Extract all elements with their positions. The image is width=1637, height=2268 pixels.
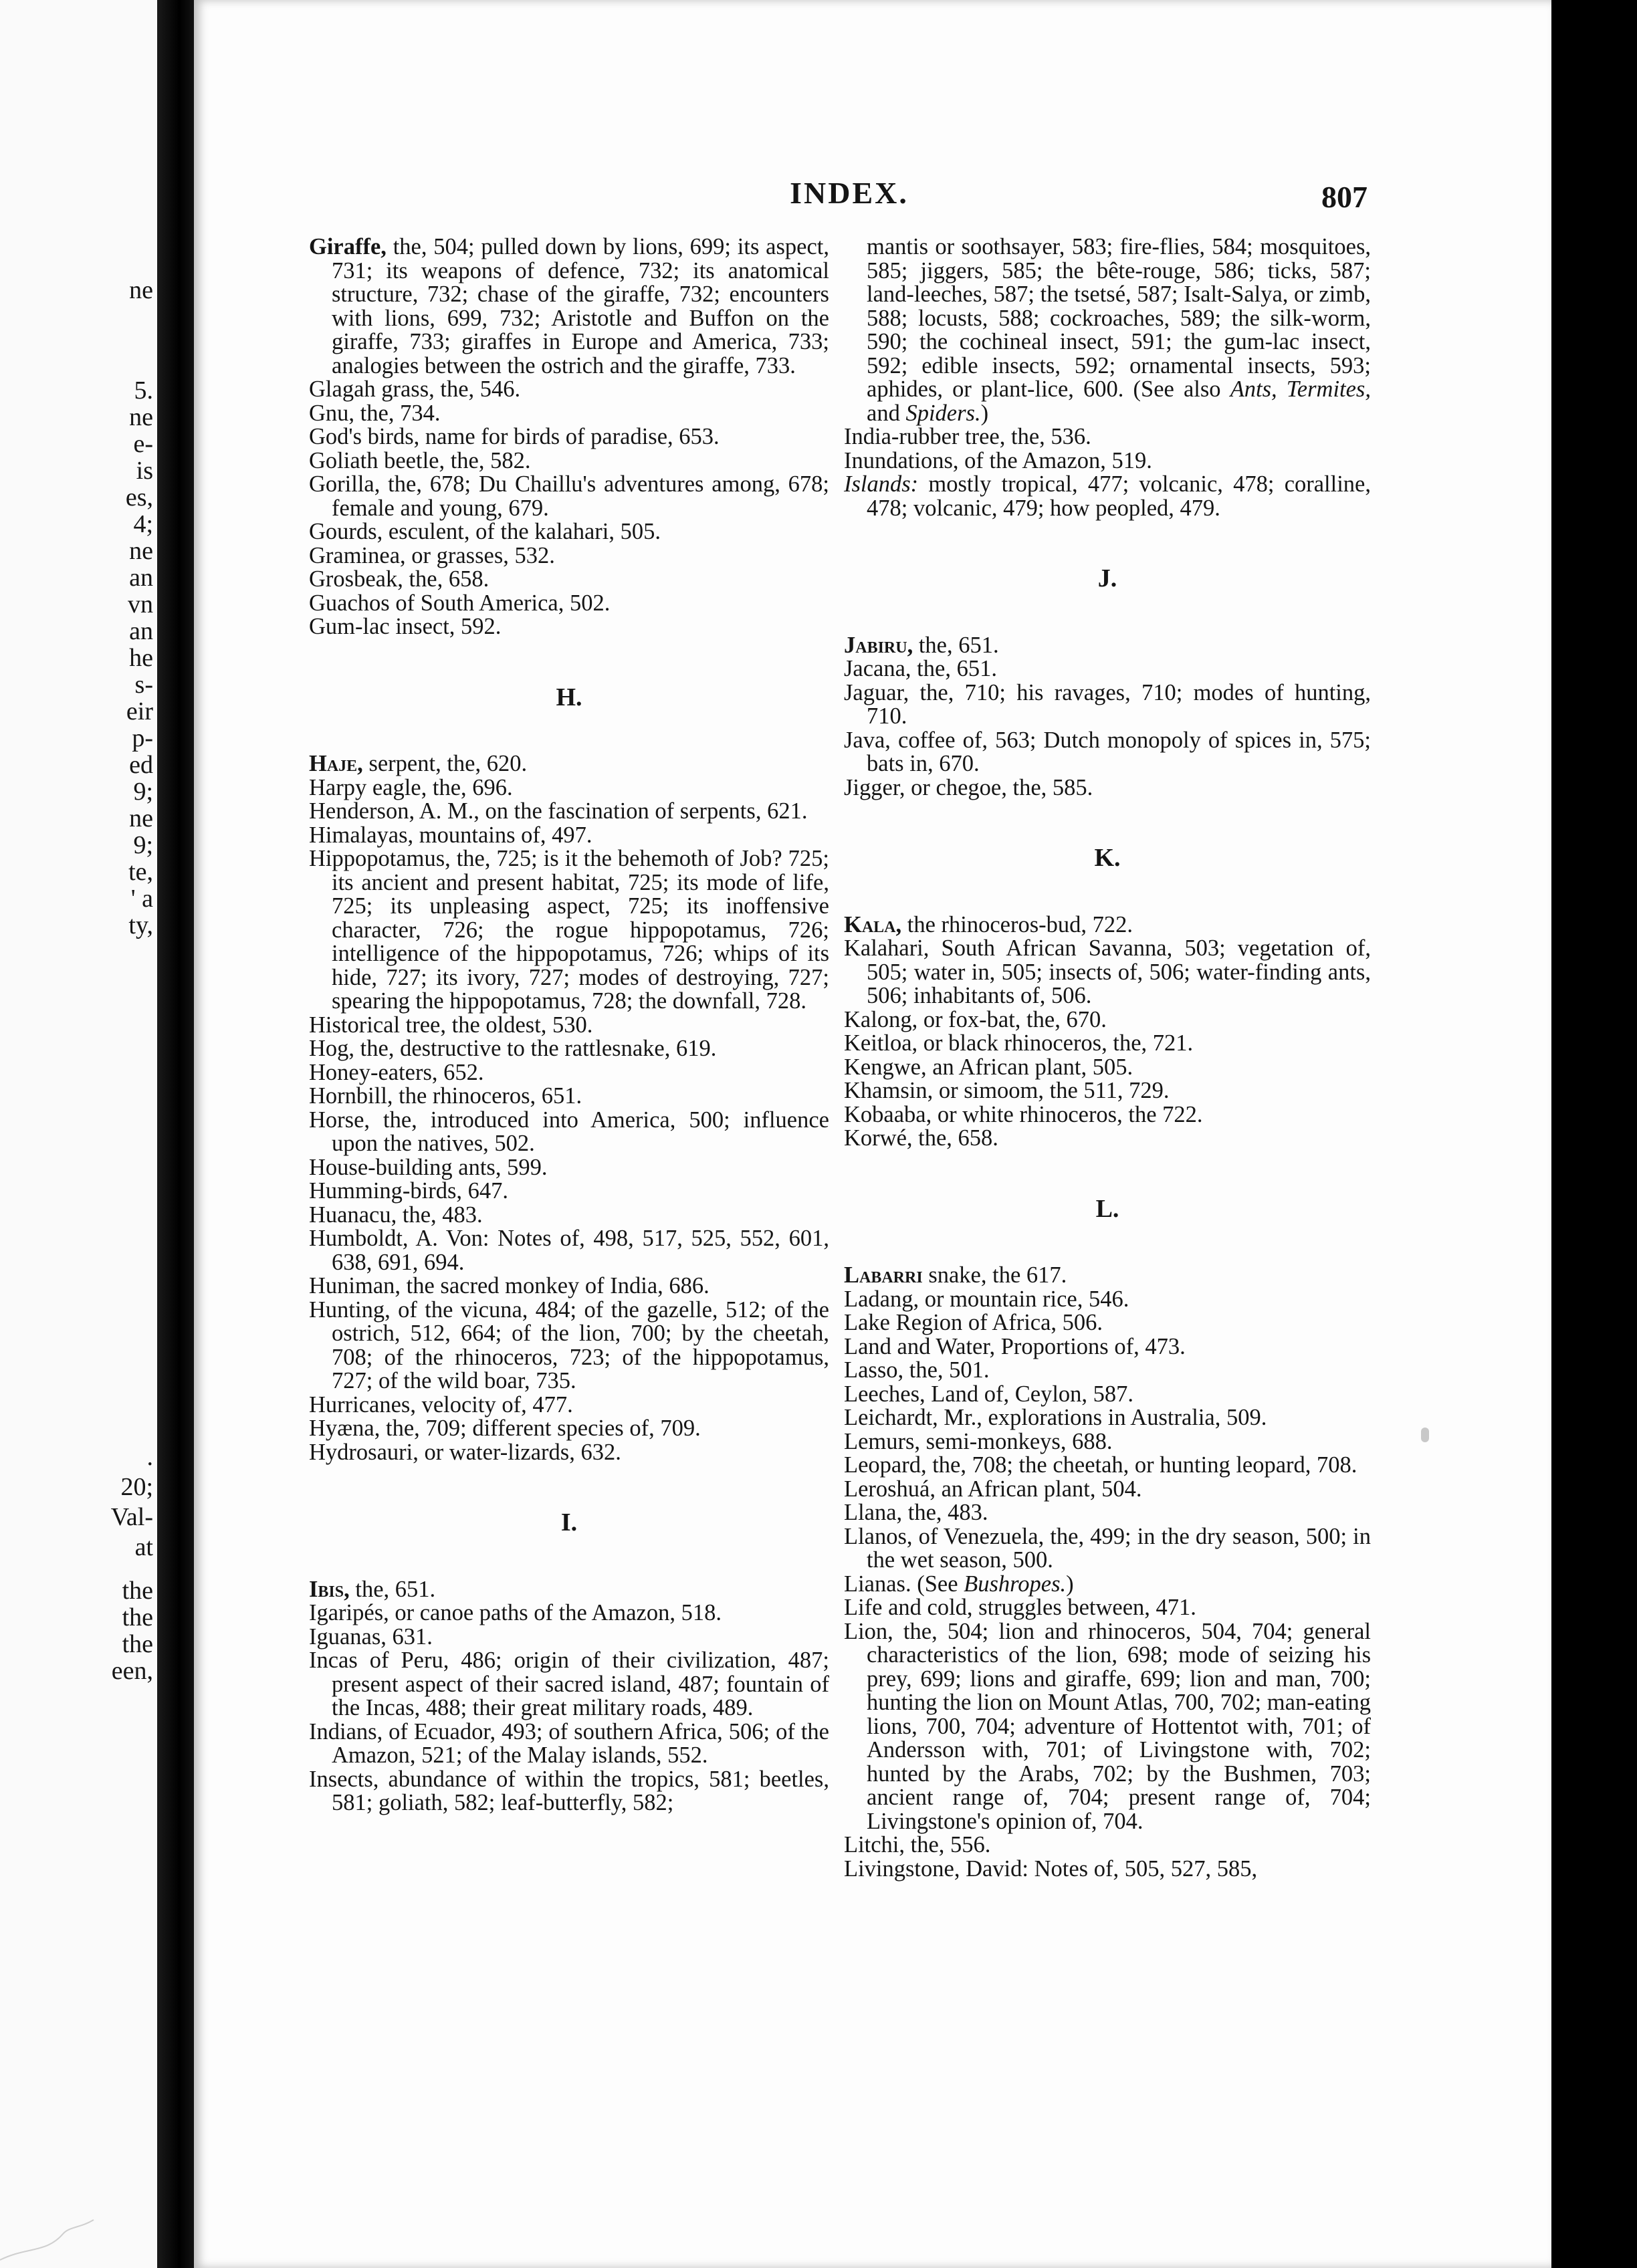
index-entry	[844, 1525, 1371, 1573]
index-entry	[309, 1393, 829, 1418]
paper-blemish	[1421, 1428, 1429, 1442]
index-entry	[844, 1383, 1371, 1407]
entry-italic-ref: Bushropes.	[964, 1571, 1067, 1597]
index-entry	[309, 402, 829, 426]
index-entry	[844, 1857, 1371, 1882]
adjacent-page-fragment: ' a	[130, 885, 153, 913]
index-entry	[844, 235, 1371, 425]
letter-heading: H.	[556, 683, 582, 711]
index-entry	[309, 1720, 829, 1768]
index-entry	[844, 1103, 1371, 1127]
index-entry	[309, 1037, 829, 1061]
entry-headword: Giraffe,	[309, 234, 387, 259]
index-entry	[844, 681, 1371, 729]
entry-text: )	[980, 400, 989, 426]
index-entry	[309, 752, 829, 776]
entry-text: Huanacu, the, 483.	[309, 1202, 483, 1228]
index-entry	[309, 776, 829, 800]
adjacent-page-fragment: eir	[126, 697, 153, 725]
index-entry	[309, 520, 829, 544]
entry-text: Hippopotamus, the, 725; is it the behemoth of Job? 725; its ancient and present habitat, 725; its mode of life, 725; its unpleasing aspect, 725; its inoffensive character, 726; the rogue hippopotamus, 726; intelligence of the hippopotamus, 726; whips of its hide, 727; its ivory, 727; modes of destroying, 727; spearing the hippopotamus, 728; the downfall, 728.	[309, 846, 829, 1014]
entry-text: Graminea, or grasses, 532.	[309, 542, 555, 568]
entry-text: Kobaaba, or white rhinoceros, the 722.	[844, 1101, 1203, 1127]
adjacent-page-fragment: te,	[128, 858, 153, 886]
index-entry	[844, 1127, 1371, 1151]
entry-text: God's birds, name for birds of paradise, 653.	[309, 424, 720, 449]
index-entry	[309, 824, 829, 848]
index-entry	[844, 1032, 1371, 1056]
entry-text: the, 504; pulled down by lions, 699; its aspect, 731; its weapons of defence, 732; its anatomical structure, 732; chase of the giraffe, 732; encounters with lions, 699, 732; Aristotle and Buffon on the giraffe, 733; giraffes in Europe and America, 733; analogies between the ostrich and the giraffe, 733.	[332, 234, 829, 378]
entry-text: Hyæna, the, 709; different species of, 709.	[309, 1415, 701, 1441]
index-entry	[844, 1430, 1371, 1454]
index-entry	[309, 1625, 829, 1650]
index-entry	[844, 1406, 1371, 1430]
adjacent-page-fragment: 20;	[120, 1473, 153, 1501]
entry-text: Guachos of South America, 502.	[309, 590, 611, 616]
entry-headword: Ibis,	[309, 1576, 350, 1602]
index-entry	[844, 937, 1371, 1008]
letter-heading: J.	[1097, 564, 1117, 592]
adjacent-page-fragment: 5.	[134, 376, 153, 405]
adjacent-page-fragment: 9;	[133, 831, 153, 859]
book-gutter	[157, 0, 194, 2268]
scan-corner-mark	[0, 2180, 107, 2268]
adjacent-page-fragment: .	[146, 1443, 153, 1471]
adjacent-page-fragment: 4;	[133, 510, 153, 538]
entry-text: Korwé, the, 658.	[844, 1125, 998, 1151]
entry-text: Kalong, or fox-bat, the, 670.	[844, 1006, 1107, 1032]
entry-text: Keitloa, or black rhinoceros, the, 721.	[844, 1030, 1194, 1056]
entry-text: and	[867, 400, 906, 426]
entry-headword: Islands:	[844, 471, 919, 497]
adjacent-page-fragment: ne	[129, 403, 153, 431]
index-entry	[309, 568, 829, 592]
index-entry	[309, 847, 829, 1014]
adjacent-page-fragment: the	[122, 1577, 153, 1605]
entry-text: Gorilla, the, 678; Du Chaillu's adventures among, 678; female and young, 679.	[309, 471, 829, 521]
index-entry	[844, 1008, 1371, 1032]
index-entry	[844, 1056, 1371, 1080]
entry-text: Historical tree, the oldest, 530.	[309, 1012, 593, 1038]
entry-text: mostly tropical, 477; volcanic, 478; coralline, 478; volcanic, 479; how peopled, 479.	[867, 471, 1371, 521]
index-entry	[844, 1264, 1371, 1288]
index-entry	[309, 544, 829, 568]
index-entry	[309, 1204, 829, 1228]
index-entry	[309, 1179, 829, 1204]
index-entry	[844, 913, 1371, 937]
entry-text: Leeches, Land of, Ceylon, 587.	[844, 1381, 1134, 1407]
index-entry	[844, 1311, 1371, 1335]
entry-text: Leichardt, Mr., explorations in Australia, 509.	[844, 1405, 1267, 1430]
entry-text: Huniman, the sacred monkey of India, 686.	[309, 1273, 710, 1298]
page-number: 807	[1321, 180, 1368, 214]
entry-headword: Haje,	[309, 751, 363, 776]
index-entry	[309, 1156, 829, 1180]
entry-text: Lemurs, semi-monkeys, 688.	[844, 1428, 1113, 1454]
adjacent-page-fragment: the	[122, 1630, 153, 1658]
entry-text: Iguanas, 631.	[309, 1623, 433, 1650]
entry-text: Litchi, the, 556.	[844, 1832, 991, 1857]
entry-text: snake, the 617.	[922, 1262, 1067, 1288]
index-entry	[309, 592, 829, 616]
entry-text: Land and Water, Proportions of, 473.	[844, 1333, 1186, 1359]
entry-text: Incas of Peru, 486; origin of their civilization, 487; present aspect of their sacred island, 487; fountain of the Incas, 488; their great military roads, 489.	[309, 1648, 829, 1720]
adjacent-page-strip	[0, 0, 157, 2268]
entry-text: Life and cold, struggles between, 471.	[844, 1595, 1196, 1620]
entry-text: Ladang, or mountain rice, 546.	[844, 1286, 1129, 1312]
right-index-column	[844, 235, 1371, 1881]
index-entry	[844, 1454, 1371, 1478]
entry-text: Grosbeak, the, 658.	[309, 566, 489, 592]
entry-text: Horse, the, introduced into America, 500; influence upon the natives, 502.	[309, 1107, 829, 1156]
index-entry	[309, 800, 829, 824]
adjacent-page-fragment: an	[129, 564, 153, 592]
index-entry	[844, 729, 1371, 776]
entry-text: Lianas. (See	[844, 1571, 964, 1597]
entry-text: Llana, the, 483.	[844, 1500, 988, 1525]
entry-text: serpent, the, 620.	[362, 751, 528, 776]
index-entry	[844, 634, 1371, 658]
entry-text: Jigger, or chegoe, the, 585.	[844, 774, 1093, 800]
adjacent-page-fragment: at	[134, 1533, 153, 1561]
adjacent-page-fragment: 9;	[133, 778, 153, 806]
entry-text: Khamsin, or simoom, the 511, 729.	[844, 1078, 1170, 1103]
index-entry	[309, 473, 829, 520]
entry-text: Java, coffee of, 563; Dutch monopoly of spices in, 575; bats in, 670.	[844, 727, 1371, 776]
entry-text: Livingstone, David: Notes of, 505, 527, 585,	[844, 1855, 1258, 1882]
index-entry	[844, 473, 1371, 520]
index-entry	[309, 615, 829, 639]
entry-text: Leopard, the, 708; the cheetah, or hunting leopard, 708.	[844, 1452, 1357, 1478]
letter-heading: L.	[1095, 1194, 1119, 1223]
adjacent-page-fragment: is	[136, 457, 153, 485]
entry-text: Hornbill, the rhinoceros, 651.	[309, 1083, 582, 1109]
entry-text: Kalahari, South African Savanna, 503; vegetation of, 505; water in, 505; insects of, 506; water-finding ants, 506; inhabitants of, 506.	[844, 935, 1371, 1008]
index-entry	[309, 1768, 829, 1815]
page-edge-shadow	[1551, 0, 1637, 2268]
adjacent-page-fragment: ne	[129, 537, 153, 565]
index-entry	[844, 776, 1371, 800]
index-entry	[309, 1227, 829, 1274]
adjacent-page-fragment: s-	[134, 671, 153, 699]
entry-headword: Labarri	[844, 1262, 923, 1288]
adjacent-page-fragment: ne	[129, 804, 153, 832]
entry-text: Lake Region of Africa, 506.	[844, 1310, 1103, 1335]
entry-text: Hog, the, destructive to the rattlesnake, 619.	[309, 1036, 717, 1061]
adjacent-page-fragment: ty,	[128, 911, 153, 939]
index-entry	[309, 1649, 829, 1720]
index-entry	[309, 425, 829, 449]
left-index-column	[309, 235, 829, 1815]
entry-text: Lasso, the, 501.	[844, 1357, 990, 1383]
entry-text: Hydrosauri, or water-lizards, 632.	[309, 1439, 621, 1465]
entry-text: Indians, of Ecuador, 493; of southern Africa, 506; of the Amazon, 521; of the Malay islands, 552.	[309, 1718, 829, 1768]
index-entry	[844, 1573, 1371, 1597]
entry-text: Honey-eaters, 652.	[309, 1059, 484, 1085]
entry-text: Harpy eagle, the, 696.	[309, 774, 513, 800]
entry-headword: Jabiru,	[844, 632, 913, 658]
index-entry	[844, 449, 1371, 473]
entry-italic-ref: Spiders.	[905, 400, 981, 426]
index-entry	[844, 1079, 1371, 1103]
letter-heading: K.	[1094, 844, 1121, 872]
adjacent-page-fragment: ne	[129, 276, 153, 304]
entry-text: India-rubber tree, the, 536.	[844, 424, 1091, 449]
index-entry	[309, 1417, 829, 1441]
index-entry	[309, 1274, 829, 1298]
index-entry	[844, 1335, 1371, 1359]
entry-text: Jaguar, the, 710; his ravages, 710; modes of hunting, 710.	[844, 679, 1371, 729]
adjacent-page-fragment: he	[129, 644, 153, 672]
index-entry	[309, 1601, 829, 1625]
entry-text: Gnu, the, 734.	[309, 400, 441, 426]
index-entry	[309, 235, 829, 378]
adjacent-page-fragment: p-	[132, 724, 153, 752]
entry-text: Igaripés, or canoe paths of the Amazon, 518.	[309, 1600, 722, 1625]
entry-text: Henderson, A. M., on the fascination of serpents, 621.	[309, 798, 808, 824]
index-entry	[844, 1620, 1371, 1834]
entry-text: Humboldt, A. Von: Notes of, 498, 517, 525, 552, 601, 638, 691, 694.	[309, 1226, 829, 1275]
entry-text: Insects, abundance of within the tropics, 581; beetles, 581; goliath, 582; leaf-butterfly, 582;	[309, 1766, 829, 1815]
index-entry	[309, 449, 829, 473]
index-entry	[309, 1298, 829, 1393]
index-entry	[844, 1833, 1371, 1857]
entry-text: Hurricanes, velocity of, 477.	[309, 1391, 573, 1418]
entry-text: Himalayas, mountains of, 497.	[309, 822, 592, 848]
index-entry	[309, 1061, 829, 1085]
entry-text: )	[1066, 1571, 1074, 1597]
letter-heading: I.	[560, 1508, 578, 1537]
entry-text: Jacana, the, 651.	[844, 656, 997, 681]
index-entry	[844, 1359, 1371, 1383]
index-entry	[309, 378, 829, 402]
adjacent-page-fragment: es,	[125, 483, 153, 512]
adjacent-page-fragment: Val-	[110, 1503, 153, 1531]
entry-text: Gourds, esculent, of the kalahari, 505.	[309, 519, 661, 544]
index-entry	[844, 657, 1371, 681]
index-entry	[309, 1109, 829, 1156]
entry-text: the, 651.	[913, 632, 999, 658]
adjacent-page-fragment: ed	[129, 751, 153, 779]
entry-text: Hunting, of the vicuna, 484; of the gazelle, 512; of the ostrich, 512, 664; of the lion, 700; by the cheetah, 708; of the rhinoceros, 723; of the hippopotamus, 727; of the wild boar, 735.	[309, 1296, 829, 1393]
entry-text: the, 651.	[349, 1576, 436, 1602]
entry-headword: Kala,	[844, 911, 902, 937]
entry-text: Kengwe, an African plant, 505.	[844, 1054, 1133, 1080]
entry-text: Leroshuá, an African plant, 504.	[844, 1476, 1142, 1502]
entry-text: Goliath beetle, the, 582.	[309, 447, 531, 473]
entry-text: the rhinoceros-bud, 722.	[901, 911, 1133, 937]
index-entry	[844, 1478, 1371, 1502]
adjacent-page-fragment: e-	[133, 430, 153, 458]
index-entry	[309, 1578, 829, 1602]
adjacent-page-fragment: the	[122, 1603, 153, 1631]
index-entry	[309, 1441, 829, 1465]
entry-text: Llanos, of Venezuela, the, 499; in the dry season, 500; in the wet season, 500.	[844, 1523, 1371, 1573]
entry-text: Gum-lac insect, 592.	[309, 614, 502, 639]
running-head: INDEX.	[790, 176, 909, 210]
index-entry	[309, 1014, 829, 1038]
adjacent-page-fragment: een,	[111, 1657, 153, 1685]
entry-text: House-building ants, 599.	[309, 1154, 548, 1180]
entry-text: Inundations, of the Amazon, 519.	[844, 447, 1152, 473]
index-entry	[844, 1501, 1371, 1525]
entry-italic-ref: Ants, Termites,	[1230, 376, 1371, 402]
index-entry	[844, 1288, 1371, 1312]
adjacent-page-fragment: vn	[128, 590, 153, 618]
entry-text: Glagah grass, the, 546.	[309, 376, 521, 402]
index-entry	[844, 1596, 1371, 1620]
adjacent-page-fragment: an	[129, 617, 153, 645]
index-entry	[309, 1085, 829, 1109]
entry-text: Humming-birds, 647.	[309, 1178, 509, 1204]
entry-text: mantis or soothsayer, 583; fire-flies, 584; mosquitoes, 585; jiggers, 585; the bête-rouge, 586; ticks, 587; land-leeches, 587; the tsetsé, 587; Isalt-Salya, or zimb, 588; locusts, 588; cockroaches, 589; the silk-worm, 590; the cochineal insect, 591; the gum-lac insect, 592; edible insects, 592; ornamental insects, 593; aphides, or plant-lice, 600. (See also	[867, 234, 1371, 402]
entry-text: Lion, the, 504; lion and rhinoceros, 504, 704; general characteristics of the lion, 698; mode of seizing his prey, 699; lions and giraffe, 699; lion and man, 700; hunting the lion on Mount Atlas, 700, 702; man-eating lions, 700, 704; adventure of Hottentot with, 701; of Andersson with, 701; of Livingstone with, 702; hunted by the Arabs, 702; by the Bushmen, 703; ancient range of, 704; present range of, 704; Livingstone's opinion of, 704.	[844, 1618, 1371, 1834]
index-entry	[844, 425, 1371, 449]
